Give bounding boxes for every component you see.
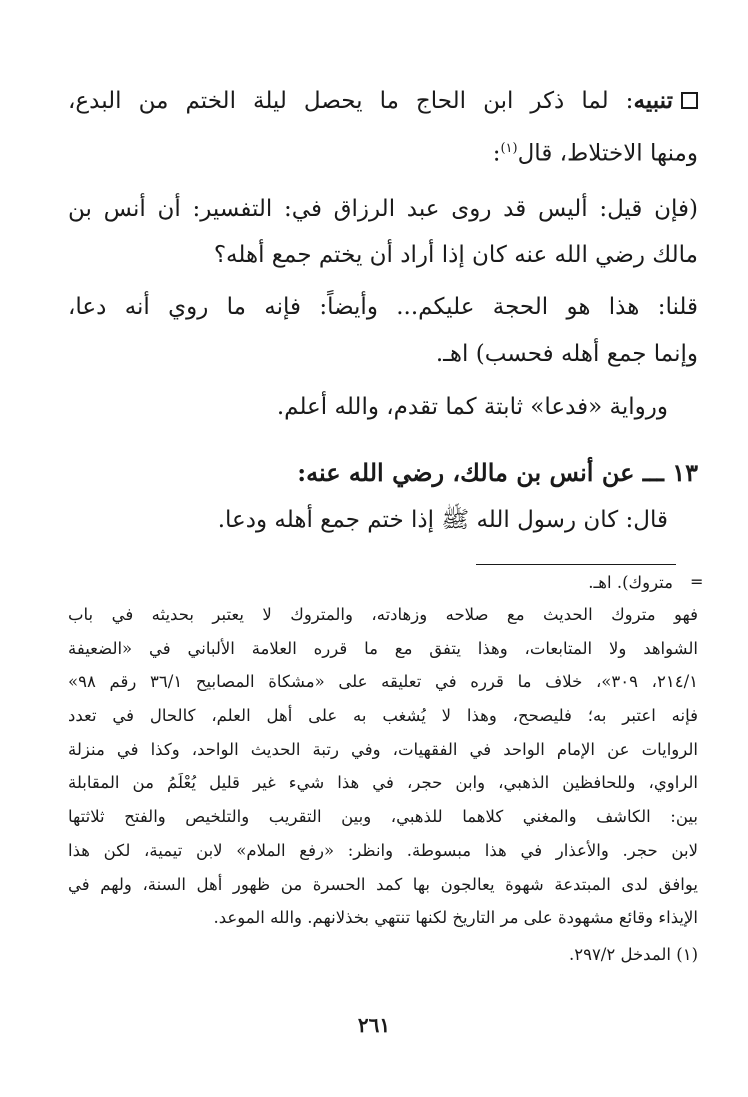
main-line-6: وإنما جمع أهله فحسب) اهـ. — [435, 341, 698, 367]
continuation-mark: = — [690, 572, 704, 591]
footnote-ref-1: (١) — [500, 141, 518, 156]
footnote-line: يوافق لدى المبتدعة شهوة يعالجون بها كمد الحسرة من ظهور أهل السنة، ولهم في — [68, 875, 698, 894]
main-line-9: قال: كان رسول الله ﷺ إذا ختم جمع أهله ودعا. — [217, 507, 668, 533]
footnote-line: فهو متروك الحديث مع صلاحه وزهادته، والمتروك لا يعتبر بحديثه في باب — [68, 605, 698, 624]
main-line-2 — [68, 132, 698, 171]
footnote-line: ٢١٤/١، ٣٠٩»، خلاف ما قرره في تعليقه على «مشكاة المصابيح ٣٦/١ رقم ٩٨» — [68, 672, 698, 691]
footnote-ref-text: المدخل ٢٩٧/٢. — [568, 945, 671, 964]
main-line-1-text: : لما ذكر ابن الحاج ما يحصل ليلة الختم من البدع، — [68, 88, 634, 114]
note-label: تنبيه — [633, 87, 673, 114]
main-line-5: قلنا: هذا هو الحجة عليكم... وأيضاً: فإنه ما روي أنه دعا، — [68, 294, 698, 320]
main-line-7: ورواية «فدعا» ثابتة كما تقدم، والله أعلم. — [276, 394, 668, 420]
main-line-2-end: : — [492, 140, 501, 167]
footnote-line: متروك). اهـ. — [588, 573, 673, 592]
footnote-line: الروايات عن الإمام الواحد في الفقهيات، وفي رتبة الحديث الواحد، وكذا في منزلة — [68, 740, 698, 759]
main-line-2-text: ومنها الاختلاط، قال — [517, 140, 698, 167]
footnote-line: بين: الكاشف والمغني كلاهما للذهبي، وبين التقريب والتلخيص والفتح ثلاثتها — [68, 807, 698, 826]
footnote-ref-number: (١) — [676, 945, 698, 964]
footnote-line: الراوي، وللحافظين الذهبي، وابن حجر، في هذا شيء غير قليل يُعْلَمُ من المقابلة — [68, 773, 698, 792]
footnote-line: الشواهد ولا المتابعات، وهذا يتفق مع ما قرره العلامة الألباني في «الضعيفة — [68, 639, 698, 658]
hadith-heading: ١٣ ـــ عن أنس بن مالك، رضي الله عنه: — [297, 458, 698, 487]
footnote-separator — [476, 564, 676, 565]
main-line-4: مالك رضي الله عنه كان إذا أراد أن يختم جمع أهله؟ — [213, 242, 698, 268]
footnote-line: فإنه اعتبر به؛ فليصحح، وهذا لا يُشغب به على أهل العلم، كالحال في تعدد — [68, 706, 698, 725]
square-bullet-icon — [681, 92, 698, 109]
main-line-1 — [68, 84, 698, 118]
footnote-line: الإيذاء وقائع مشهودة على مر التاريخ لكنها تنتهي بخذلانهم. والله الموعد. — [213, 908, 698, 927]
page-number: ٢٦١ — [357, 1013, 391, 1037]
main-line-3: (فإن قيل: أليس قد روى عبد الرزاق في: التفسير: أن أنس بن — [68, 196, 698, 222]
footnote-line: لابن حجر. والأعذار في هذا مبسوطة. وانظر: «رفع الملام» لابن تيمية، لكن هذا — [68, 841, 698, 860]
footnote-reference — [68, 943, 698, 967]
